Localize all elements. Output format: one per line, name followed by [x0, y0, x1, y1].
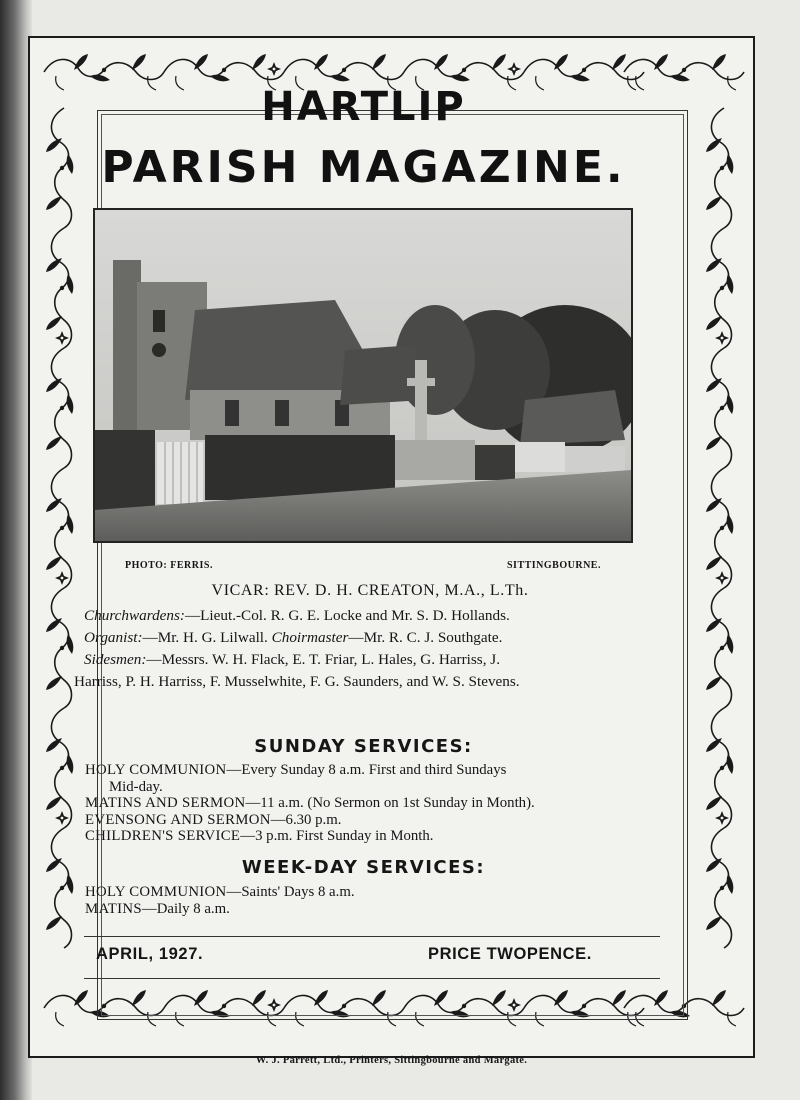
organist-line — [80, 627, 660, 649]
service-detail: —Every Sunday 8 a.m. First and third Sundays — [226, 762, 507, 778]
divider-rule-top — [84, 936, 660, 937]
service-item — [85, 901, 655, 918]
sidesmen-label: Sidesmen: — [84, 651, 147, 668]
vicar-line: VICAR: REV. D. H. CREATON, M.A., L.Th. — [211, 582, 529, 599]
sidesmen-value-line2: Harriss, P. H. Harriss, F. Musselwhite, F. G. Saunders, and W. S. Stevens. — [74, 673, 520, 690]
service-detail: —Daily 8 a.m. — [141, 900, 230, 917]
choirmaster-label: Choirmaster — [271, 629, 349, 646]
weekday-services-list — [85, 884, 655, 917]
weekday-services-heading: WEEK-DAY SERVICES: — [241, 857, 486, 878]
service-name: HOLY COMMUNION — [85, 884, 227, 900]
service-name: CHILDREN'S SERVICE — [85, 828, 241, 844]
magazine-title-line1: HARTLIP — [261, 84, 466, 130]
magazine-title-line2: PARISH MAGAZINE. — [101, 142, 626, 193]
sidesmen-line — [80, 649, 660, 671]
churchwardens-value: —Lieut.-Col. R. G. E. Locke and Mr. S. D. Hollands. — [184, 607, 510, 624]
sunday-services-heading: SUNDAY SERVICES: — [254, 736, 473, 757]
service-detail: —6.30 p.m. — [270, 811, 342, 828]
sunday-services-list — [85, 762, 655, 845]
churchwardens-label: Churchwardens: — [84, 607, 185, 624]
service-name: HOLY COMMUNION — [85, 762, 227, 778]
photo-credit-right: SITTINGBOURNE. — [507, 560, 601, 571]
service-item — [85, 795, 655, 812]
sidesmen-value-line1: —Messrs. W. H. Flack, E. T. Friar, L. Hales, G. Harriss, J. — [146, 651, 501, 668]
printer-imprint: W. J. Parrett, Ltd., Printers, Sittingbourne and Margate. — [255, 1055, 528, 1066]
organist-value: —Mr. H. G. Lilwall. — [142, 629, 268, 646]
photo-credit-left: PHOTO: FERRIS. — [125, 560, 213, 571]
choirmaster-value: —Mr. R. C. J. Southgate. — [348, 629, 503, 646]
service-item — [85, 812, 655, 829]
service-item — [85, 828, 655, 845]
service-item — [85, 762, 655, 779]
churchwardens-line — [80, 605, 660, 627]
divider-rule-bottom — [84, 978, 660, 979]
service-name: EVENSONG AND SERMON — [85, 811, 271, 828]
sidesmen-line-2 — [74, 671, 660, 693]
parish-officers — [74, 605, 660, 693]
service-detail: —11 a.m. (No Sermon on 1st Sunday in Month). — [245, 795, 535, 811]
service-item — [85, 884, 655, 901]
service-name: MATINS — [85, 900, 142, 917]
church-photograph — [93, 208, 633, 543]
service-name: MATINS AND SERMON — [85, 795, 246, 811]
service-item-continuation: Mid-day. — [109, 778, 163, 795]
issue-date: APRIL, 1927. — [96, 945, 204, 963]
organist-label: Organist: — [84, 629, 143, 646]
service-detail: —3 p.m. First Sunday in Month. — [240, 828, 434, 844]
service-detail: —Saints' Days 8 a.m. — [226, 884, 355, 900]
issue-price: PRICE TWOPENCE. — [428, 945, 592, 963]
